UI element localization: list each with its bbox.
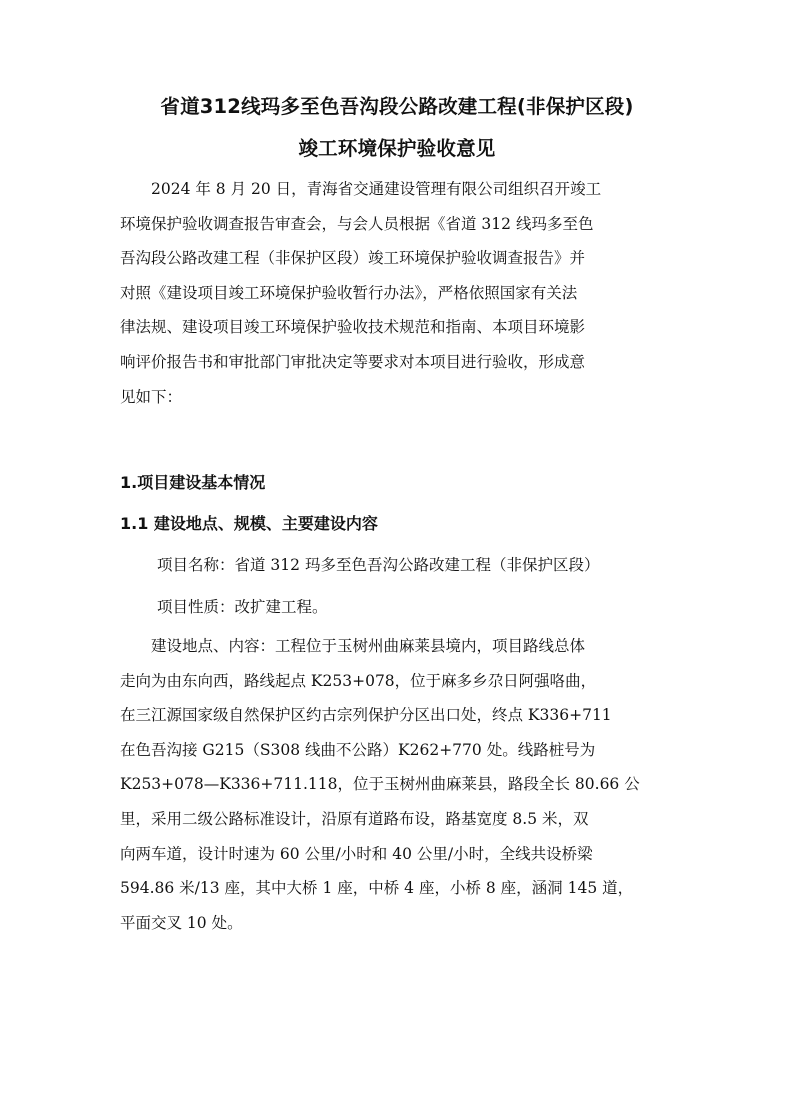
- intro-line: 环境保护验收调查报告审查会，与会人员根据《省道 312 线玛多至色: [120, 214, 594, 233]
- project-name-line: 项目名称：省道 312 玛多至色吾沟公路改建工程（非保护区段）: [157, 556, 600, 574]
- intro-line: 响评价报告书和审批部门审批决定等要求对本项目进行验收，形成意: [120, 352, 586, 371]
- intro-line: 吾沟段公路改建工程（非保护区段）竣工环境保护验收调查报告》并: [120, 249, 586, 268]
- location-paragraph: [120, 629, 678, 940]
- location-line: 里，采用二级公路标准设计，沿原有道路布设，路基宽度 8.5 米，双: [120, 809, 589, 828]
- intro-paragraph: [120, 172, 678, 414]
- location-line: 建设地点、内容：工程位于玉树州曲麻莱县境内，项目路线总体: [120, 637, 586, 655]
- project-nature-line: 项目性质：改扩建工程。: [157, 598, 328, 616]
- section-heading-1-1: 1.1 建设地点、规模、主要建设内容: [120, 514, 378, 533]
- intro-line: 2024 年 8 月 20 日，青海省交通建设管理有限公司组织召开竣工: [120, 180, 602, 198]
- location-line: 平面交叉 10 处。: [120, 913, 243, 932]
- document-title-line-1: 省道312线玛多至色吾沟段公路改建工程(非保护区段): [160, 95, 634, 118]
- section-heading-1: 1.项目建设基本情况: [120, 473, 266, 492]
- location-line: K253+078—K336+711.118，位于玉树州曲麻莱县，路段全长 80.66 公: [120, 775, 640, 794]
- location-line: 在色吾沟接 G215（S308 线曲不公路）K262+770 处。线路桩号为: [120, 740, 596, 759]
- location-line: 594.86 米/13 座，其中大桥 1 座，中桥 4 座，小桥 8 座，涵洞 145 道，: [120, 879, 634, 898]
- location-line: 在三江源国家级自然保护区约古宗列保护分区出口处，终点 K336+711: [120, 706, 612, 725]
- intro-line: 见如下：: [120, 387, 183, 406]
- location-line: 向两车道，设计时速为 60 公里/小时和 40 公里/小时，全线共设桥梁: [120, 844, 593, 863]
- intro-line: 律法规、建设项目竣工环境保护验收技术规范和指南、本项目环境影: [120, 318, 586, 337]
- location-line: 走向为由东向西，路线起点 K253+078，位于麻多乡尕日阿强咯曲，: [120, 671, 597, 690]
- intro-line: 对照《建设项目竣工环境保护验收暂行办法》，严格依照国家有关法: [120, 283, 578, 302]
- document-title-line-2: 竣工环境保护验收意见: [298, 137, 496, 160]
